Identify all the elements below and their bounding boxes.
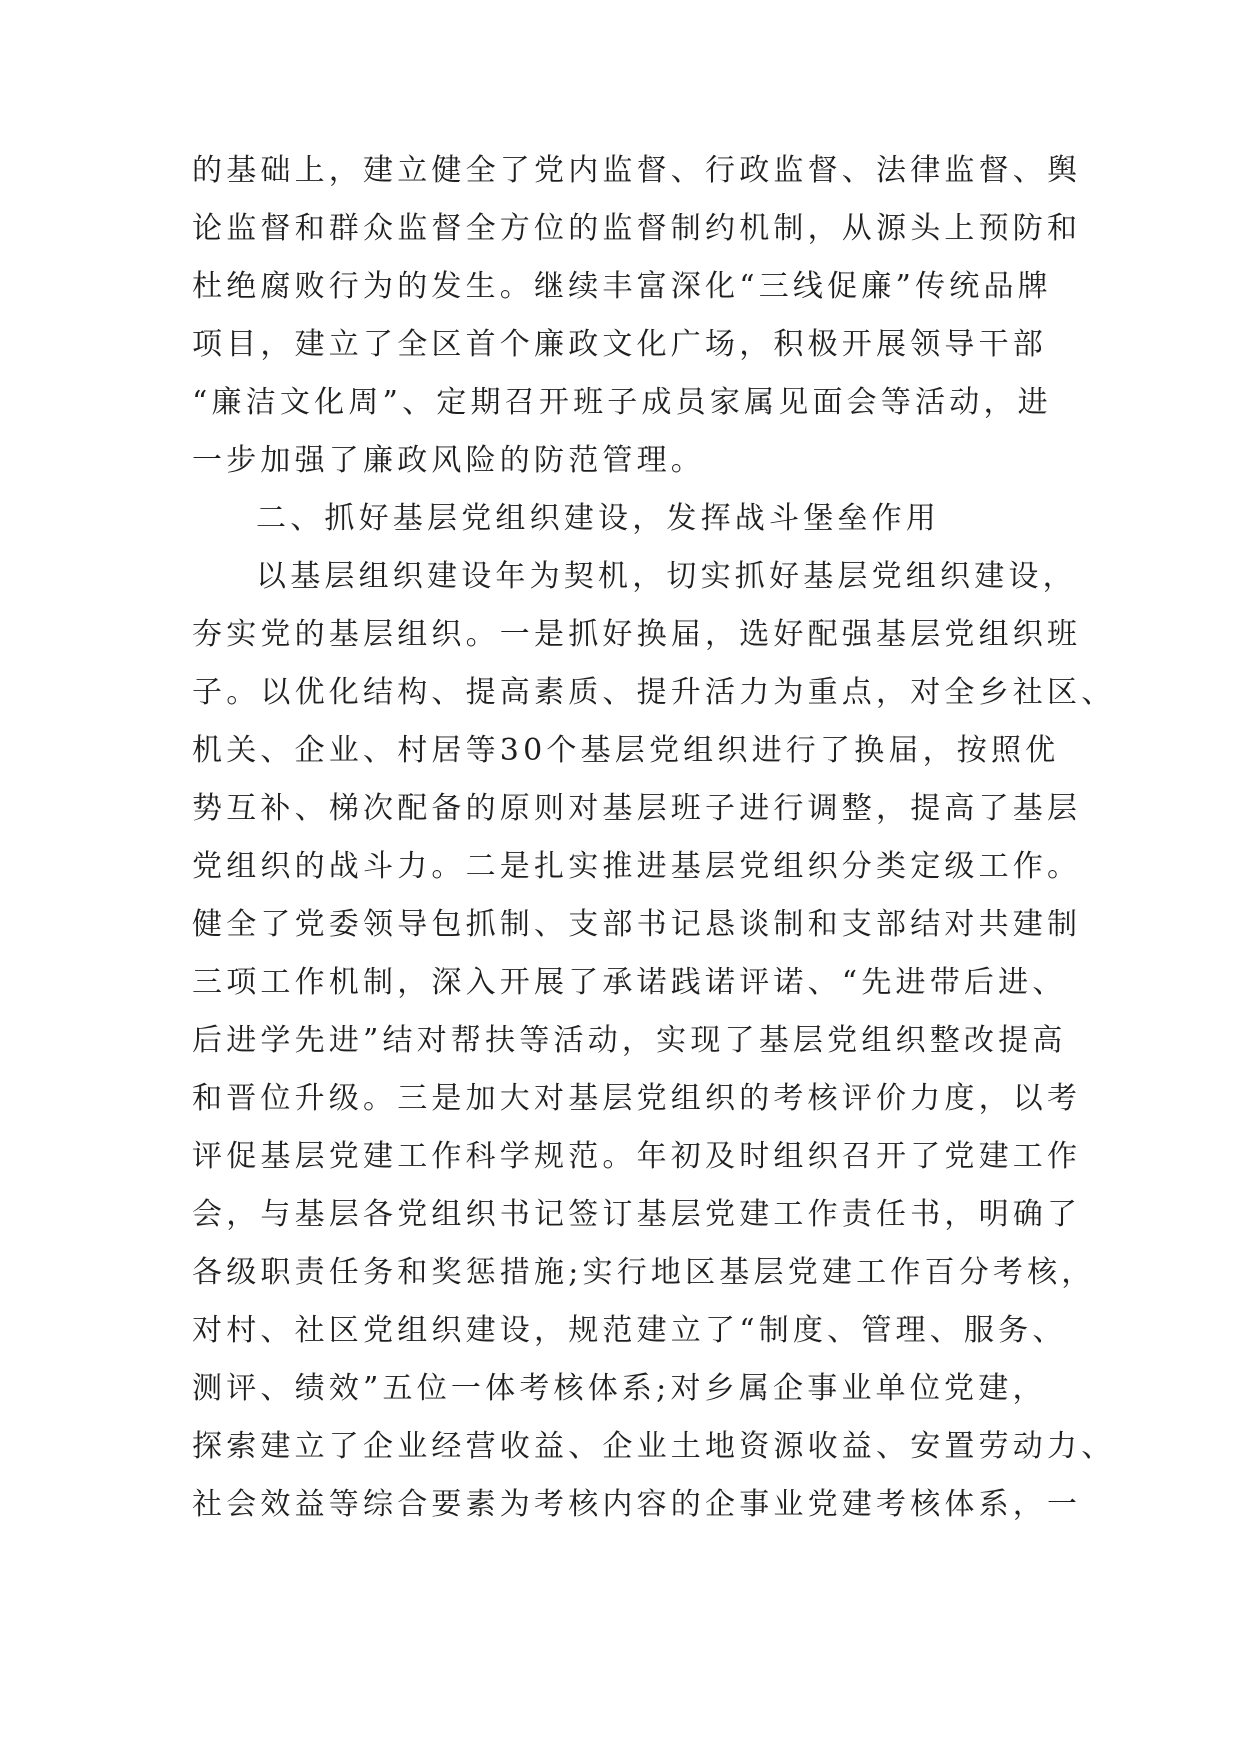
text-line: 以基层组织建设年为契机，切实抓好基层党组织建设， bbox=[256, 559, 1077, 594]
text-line: 项目，建立了全区首个廉政文化广场，积极开展领导干部 bbox=[192, 327, 1047, 362]
text-line: 社会效益等综合要素为考核内容的企事业党建考核体系，一 bbox=[192, 1487, 1082, 1522]
text-line: 各级职责任务和奖惩措施;实行地区基层党建工作百分考核， bbox=[192, 1255, 1096, 1290]
text-line: 论监督和群众监督全方位的监督制约机制，从源头上预防和 bbox=[192, 211, 1082, 246]
text-line: 一步加强了廉政风险的防范管理。 bbox=[192, 443, 705, 478]
text-line: 对村、社区党组织建设，规范建立了“制度、管理、服务、 bbox=[192, 1313, 1067, 1348]
text-line: 势互补、梯次配备的原则对基层班子进行调整，提高了基层 bbox=[192, 791, 1082, 826]
text-line: 评促基层党建工作科学规范。年初及时组织召开了党建工作 bbox=[192, 1139, 1082, 1174]
text-line: 会，与基层各党组织书记签订基层党建工作责任书，明确了 bbox=[192, 1197, 1082, 1232]
text-line: 杜绝腐败行为的发生。继续丰富深化“三线促廉”传统品牌 bbox=[192, 269, 1052, 304]
text-line: 健全了党委领导包抓制、支部书记恳谈制和支部结对共建制 bbox=[192, 907, 1082, 942]
text-line: 和晋位升级。三是加大对基层党组织的考核评价力度，以考 bbox=[192, 1081, 1082, 1116]
text-line: 的基础上，建立健全了党内监督、行政监督、法律监督、舆 bbox=[192, 153, 1082, 188]
text-line: “廉洁文化周”、定期召开班子成员家属见面会等活动，进 bbox=[192, 385, 1052, 420]
text-line: 夯实党的基层组织。一是抓好换届，选好配强基层党组织班 bbox=[192, 617, 1082, 652]
text-line: 探索建立了企业经营收益、企业土地资源收益、安置劳动力、 bbox=[192, 1429, 1116, 1464]
text-line: 子。以优化结构、提高素质、提升活力为重点，对全乡社区、 bbox=[192, 675, 1116, 710]
text-line: 测评、绩效”五位一体考核体系;对乡属企事业单位党建， bbox=[192, 1371, 1047, 1406]
text-line: 机关、企业、村居等30个基层党组织进行了换届，按照优 bbox=[192, 733, 1060, 768]
text-line: 后进学先进”结对帮扶等活动，实现了基层党组织整改提高 bbox=[192, 1023, 1067, 1058]
text-line: 党组织的战斗力。二是扎实推进基层党组织分类定级工作。 bbox=[192, 849, 1082, 884]
text-line: 三项工作机制，深入开展了承诺践诺评诺、“先进带后进、 bbox=[192, 965, 1067, 1000]
section-heading: 二、抓好基层党组织建设，发挥战斗堡垒作用 bbox=[256, 501, 940, 536]
